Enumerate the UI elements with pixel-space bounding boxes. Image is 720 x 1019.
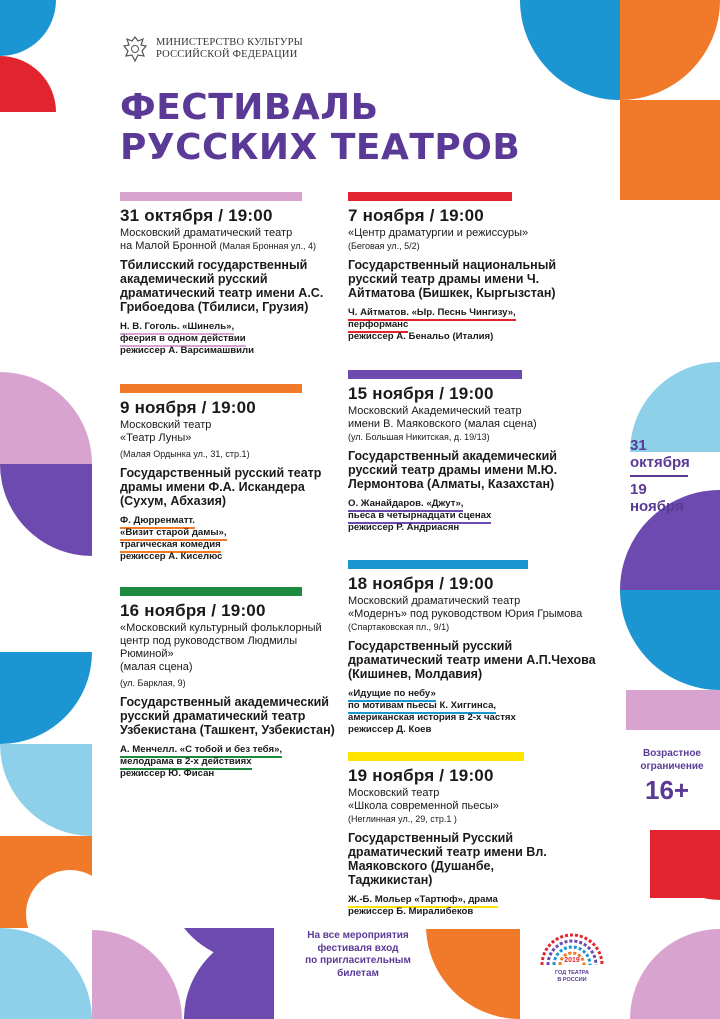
age-label-line: Возрастное [642,748,701,759]
deco-shape [620,590,720,690]
event-play-line: Ч. Айтматов. «Ыр. Песнь Чингизу», [348,307,516,321]
event-venue-line: Московский драматический театр [120,227,293,239]
event-card [348,752,588,918]
event-address: (Беговая ул., 5/2) [348,241,420,251]
event-theatre: Государственный русский драматический театр имени А.П.Чехова (Кишинев, Молдавия) [348,639,596,681]
event-color-bar [348,560,528,569]
event-director: режиссер Д. Коев [348,724,432,735]
event-venue-line: «Модернъ» под руководством Юрия Грымова [348,608,583,620]
deco-shape [650,830,720,898]
event-venue [120,227,340,253]
event-date: 31 октября / 19:00 [120,206,273,225]
note-line: по пригласительным [305,955,411,966]
event-play-line: «Идущие по небу» [348,688,436,702]
event-play-line: О. Жанайдаров. «Джут», [348,498,463,512]
event-venue-line: имени В. Маяковского (малая сцена) [348,418,537,430]
event-theatre: Государственный академический русский драматический театр Узбекистана (Ташкент, Узбекистан) [120,695,335,737]
event-venue: «Центр драматургии и режиссуры» [348,227,529,239]
event-date: 9 ноября / 19:00 [120,398,256,417]
event-play [348,894,588,906]
deco-shape [626,690,720,730]
event-venue-line: (малая сцена) [120,661,193,673]
age-restriction-value: 16+ [645,775,690,805]
age-restriction-label [636,747,708,773]
deco-shape [620,0,720,100]
event-venue-line: «Московский культурный фольклорный центр под руководством Людмилы Рюминой» [120,622,322,660]
event-date: 19 ноября / 19:00 [348,766,494,785]
event-play [348,498,588,522]
event-address: (Неглинная ул., 29, стр.1 ) [348,814,457,824]
note-line: фестиваля вход [317,942,399,954]
event-color-bar [120,192,302,201]
event-play-line: «Визит старой дамы», [120,527,227,541]
event-venue-line: Московский Академический театр [348,405,522,417]
event-theatre: Тбилисский государственный академический русский драматический театр имени А.С. Грибоедова (Тбилиси, Грузия) [120,258,324,314]
logo-line-2: В РОССИИ [557,977,587,983]
deco-shape [426,929,520,1019]
event-color-bar [120,384,302,393]
event-play [120,321,340,345]
event-venue-line: «Школа современной пьесы» [348,800,499,812]
event-color-bar [120,587,302,596]
event-address: (Спартаковская пл., 9/1) [348,622,450,632]
event-play-line: американская история в 2-х частях [348,712,516,723]
date2-day: 19 [630,481,647,498]
event-play-line: пьеса в четырнадцати сценах [348,510,491,524]
event-theatre: Государственный Русский драматический театр имени Вл. Маяковского (Душанбе, Таджикистан) [348,831,547,887]
event-address: (Малая Бронная ул., 4) [219,241,316,251]
event-director: режиссер А. Варсимашвили [120,345,255,356]
deco-shape [0,652,92,744]
logo-year-text: 2019 [564,957,580,964]
event-card [348,192,588,343]
event-venue-line: на Малой Бронной [120,240,217,252]
event-date: 18 ноября / 19:00 [348,574,494,593]
event-play-line: перформанс [348,319,408,333]
event-venue [348,595,608,621]
event-play [348,688,608,724]
date1-month: октября [630,454,690,471]
note-line: билетам [337,967,379,979]
event-date: 16 ноября / 19:00 [120,601,266,620]
date2-month: ноября [630,498,684,515]
event-venue [348,405,588,431]
event-play [348,307,588,331]
event-play-line: мелодрама в 2-х действиях [120,756,252,770]
date1-day: 31 [630,437,647,454]
deco-shape [184,929,274,1019]
event-director: режиссер Р. Андриасян [348,522,460,533]
ministry-line-2: РОССИЙСКОЙ ФЕДЕРАЦИИ [156,49,298,60]
event-theatre: Государственный русский театр драмы имени Ф.А. Искандера (Сухум, Абхазия) [120,466,322,508]
event-venue [348,787,588,813]
event-play-line: Ж.-Б. Мольер «Тартюф», драма [348,894,498,908]
title-line-2: РУССКИХ ТЕАТРОВ [120,127,521,168]
event-card [120,384,340,563]
event-play [120,744,340,768]
event-card [120,587,340,780]
deco-shape [0,464,92,556]
event-venue [120,622,325,674]
event-play-line: Н. В. Гоголь. «Шинель», [120,321,234,335]
age-label-line: ограничение [640,761,704,772]
event-theatre: Государственный академический русский театр драмы имени М.Ю. Лермонтова (Алматы, Казахстан) [348,449,558,491]
event-play-line: А. Менчелл. «С тобой и без тебя», [120,744,282,758]
event-color-bar [348,752,524,761]
event-date: 15 ноября / 19:00 [348,384,494,403]
deco-shape [0,0,56,56]
event-director: режиссер А. Киселюс [120,551,223,562]
deco-shape [0,372,92,464]
event-play-line: Ф. Дюрренматт. [120,515,195,529]
note-line: На все мероприятия [307,930,409,941]
logo-line-1: ГОД ТЕАТРА [555,970,589,976]
event-venue-line: Московский драматический театр [348,595,521,607]
event-card [120,192,340,357]
deco-shape [92,930,182,1019]
event-address: (ул. Барклая, 9) [120,678,186,688]
deco-shape [0,56,56,112]
festival-dates [630,437,690,515]
festival-title [120,88,520,168]
deco-shape [520,0,620,100]
event-play-line: по мотивам пьесы К. Хиггинса, [348,700,496,714]
event-venue-line: Московский театр [120,419,212,431]
coat-of-arms-icon [122,34,148,64]
event-color-bar [348,192,512,201]
ministry-line-1: МИНИСТЕРСТВО КУЛЬТУРЫ [156,37,303,48]
event-venue [120,419,340,445]
deco-shape [0,556,92,648]
event-venue-line: «Театр Луны» [120,432,192,444]
deco-shape [0,744,92,836]
date-divider [630,475,688,477]
entry-note [292,930,424,980]
event-date: 7 ноября / 19:00 [348,206,484,225]
event-card [348,370,588,534]
event-play-line: трагическая комедия [120,539,221,553]
event-card [348,560,608,736]
event-director: режиссер А. Бенальо (Италия) [348,331,494,342]
event-address: (ул. Большая Никитская, д. 19/13) [348,432,490,442]
ministry-header [122,34,303,64]
event-director: режиссер Ю. Фисан [120,768,215,779]
event-venue-line: Московский театр [348,787,440,799]
year-of-theatre-logo [534,933,610,989]
event-theatre: Государственный национальный русский театр драмы имени Ч. Айтматова (Бишкек, Кыргызстан) [348,258,557,300]
event-color-bar [348,370,522,379]
event-play [120,515,340,551]
title-line-1: ФЕСТИВАЛЬ [120,87,379,128]
event-address: (Малая Ордынка ул., 31, стр.1) [120,449,250,459]
event-director: режиссер Б. Миралибеков [348,906,474,917]
deco-shape [620,200,720,263]
event-play-line: феерия в одном действии [120,333,246,347]
